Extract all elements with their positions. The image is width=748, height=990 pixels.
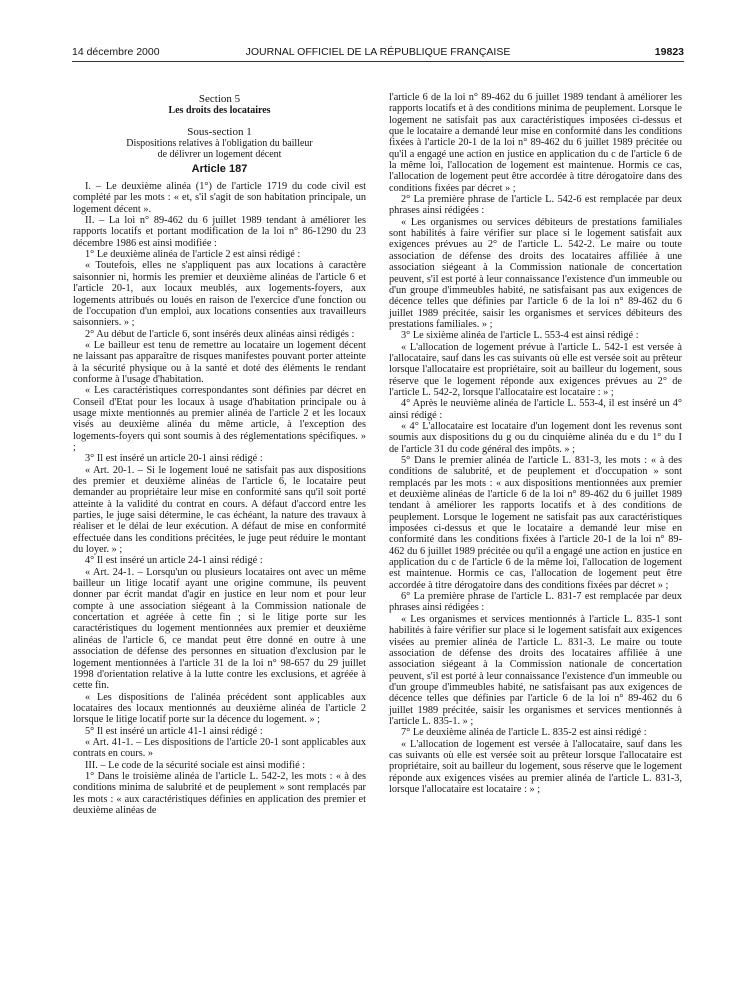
paragraph: II. – La loi n° 89-462 du 6 juillet 1989 tendant à améliorer les rapports locatifs et portant modification de la loi n° 86-1290 du 23 décembre 1986 est ainsi modifiée :: [73, 215, 366, 249]
subsection-label: Sous-section 1: [187, 125, 252, 138]
paragraph: 1° Le deuxième alinéa de l'article 2 est ainsi rédigé :: [85, 249, 301, 261]
paragraph: « Toutefois, elles ne s'appliquent pas aux locations à caractère saisonnier ni, hormis les premier et deuxième alinéas de l'article 6 et l'article 20-1, aux locaux meublés, aux logements-foyers, aux logements attribués ou loués en raison de l'exercice d'une fonction ou de l'occupation d'un emploi, aux locations consenties aux travailleurs saisonniers. » ;: [73, 260, 366, 329]
header-rule: [72, 61, 684, 62]
section-title: Les droits des locataires: [168, 105, 271, 117]
subsection-title-line-2: de délivrer un logement décent: [157, 149, 282, 161]
paragraph: « L'allocation de logement prévue à l'article L. 542-1 est versée à l'allocataire, sauf dans les cas suivants où elle est versée soit au prêteur lorsque l'allocataire est propriétaire, soit au bailleur du logement, sous réserve que le logement réponde aux exigences prévues au 2° de l'article L. 542-2, lorsque l'allocataire est locataire : » ;: [389, 341, 682, 398]
paragraph: I. – Le deuxième alinéa (1°) de l'article 1719 du code civil est complété par les mots : « et, s'il s'agit de son habitation principale, un logement décent ».: [73, 181, 366, 215]
paragraph: « Art. 20-1. – Si le logement loué ne satisfait pas aux dispositions des premier et deuxième alinéas de l'article 6, le locataire peut demander au propriétaire leur mise en conformité sans qu'il soit porté atteinte à la validité du contrat en cours. A défaut d'accord entre les parties, le juge saisi détermine, le cas échéant, la nature des travaux à réaliser et le délai de leur exécution. A défaut de mise en conformité effectuée dans les conditions précitées, le juge peut réduire le montant du loyer. » ;: [73, 464, 366, 556]
paragraph: 1° Dans le troisième alinéa de l'article L. 542-2, les mots : « à des conditions minima de salubrité et de peuplement » sont remplacés par les mots : « aux caractéristiques définies en application des premier et deuxième alinéas de: [73, 770, 366, 816]
page-number: 19823: [654, 46, 684, 58]
paragraph: « 4° L'allocataire est locataire d'un logement dont les revenus sont soumis aux dispositions du g ou du cinquième alinéa du e du 1° du I de l'article 31 du code général des impôts. » ;: [389, 420, 682, 455]
paragraph: 6° La première phrase de l'article L. 831-7 est remplacée par deux phrases ainsi rédigées :: [389, 591, 682, 614]
paragraph: « Les organismes et services mentionnés à l'article L. 835-1 sont habilités à faire vérifier sur place si le logement satisfait aux exigences visées au premier alinéa de l'article L. 831-3. Le maire ou toute association de défense des droits des locataires affiliée à une association siégeant à la Commission nationale de concertation peuvent, s'il est porté à leur connaissance l'existence d'un immeuble ou d'un groupe d'immeubles habité, ne satisfaisant pas aux exigences de décence telles que définies par l'article 6 de la loi n° 89-462 du 6 juillet 1989 précitée, saisir les organismes et services mentionnés à l'article L. 835-1. » ;: [389, 613, 682, 727]
section-label: Section 5: [198, 93, 241, 105]
paragraph: 2° La première phrase de l'article L. 542-6 est remplacée par deux phrases ainsi rédigées :: [389, 194, 682, 217]
paragraph: III. – Le code de la sécurité sociale est ainsi modifié :: [85, 759, 306, 771]
paragraph: « Les caractéristiques correspondantes sont définies par décret en Conseil d'Etat pour les locaux à usage d'habitation principale ou à usage mixte mentionnés au premier alinéa de l'article 2 et les locaux visés au deuxième alinéa du même article, à l'exception des logements-foyers qui sont soumis à des réglementations spécifiques. » ;: [73, 385, 366, 453]
paragraph: « Le bailleur est tenu de remettre au locataire un logement décent ne laissant pas apparaître de risques manifestes pouvant porter atteinte à la sécurité physique ou à la santé et doté des éléments le rendant conforme à l'usage d'habitation.: [73, 339, 366, 385]
paragraph: 5° Il est inséré un article 41-1 ainsi rédigé :: [85, 725, 263, 737]
paragraph: 3° Il est inséré un article 20-1 ainsi rédigé :: [85, 453, 263, 465]
header-date: 14 décembre 2000: [72, 46, 160, 58]
paragraph: 4° Après le neuvième alinéa de l'article L. 553-4, il est inséré un 4° ainsi rédigé :: [389, 398, 682, 421]
paragraph: « Les dispositions de l'alinéa précédent sont applicables aux locataires des locaux mentionnés au deuxième alinéa de l'article 2 lorsque le litige locatif porte sur la décence du logement. » ;: [73, 691, 366, 726]
paragraph: « L'allocation de logement est versée à l'allocataire, sauf dans les cas suivants où elle est versée soit au prêteur lorsque l'allocataire est propriétaire, soit au bailleur du logement, sous réserve que le logement réponde aux exigences visées au premier alinéa de l'article L. 831-3, lorsque l'allocataire est locataire : » ;: [389, 738, 682, 795]
left-column: [73, 93, 366, 816]
paragraph: 3° Le sixième alinéa de l'article L. 553-4 est ainsi rédigé :: [401, 330, 639, 342]
subsection-title-line-1: Dispositions relatives à l'obligation du bailleur: [126, 138, 313, 150]
paragraph: « Art. 24-1. – Lorsqu'un ou plusieurs locataires ont avec un même bailleur un litige locatif ayant une origine commune, ils peuvent donner par écrit mandat d'agir en justice en leur nom et pour leur compte à une association siégeant à la Commission nationale de concertation et agréée à cette fin ; si le litige porte sur les caractéristiques du logement mentionnées aux premier et deuxième alinéas de l'article 6, ce mandat peut être donné en outre à une association de défense des personnes en situation d'exclusion par le logement mentionnées à l'article 31 de la loi n° 98-657 du 29 juillet 1998 d'orientation relative à la lutte contre les exclusions, et agréée à cette fin.: [73, 566, 366, 692]
paragraph: 5° Dans le premier alinéa de l'article L. 831-3, les mots : « à des conditions de salubrité, et de peuplement et d'occupation » sont remplacés par les mots : « aux dispositions mentionnées aux premier et deuxième alinéas de l'article 6 de la loi n° 89-462 du 6 juillet 1989 tendant à améliorer les rapports locatifs et à des conditions de peuplement. Lorsque le logement ne satisfait pas aux caractéristiques imposées ci-dessus et que le locataire a demandé leur mise en conformité dans les conditions fixées à l'article 20-1 de la loi n° 89-462 du 6 juillet 1989 précitée ou qu'il a engagé une action en justice en application du c de l'article 6 de la même loi, l'allocation de logement est maintenue. Hormis ce cas, l'allocation de logement peut être accordée à titre dérogatoire dans des conditions fixées par décret » ;: [389, 455, 682, 591]
paragraph: 7° Le deuxième alinéa de l'article L. 835-2 est ainsi rédigé :: [401, 727, 647, 739]
paragraph: l'article 6 de la loi n° 89-462 du 6 juillet 1989 tendant à améliorer les rapports locatifs et à des conditions minima de peuplement. Lorsque le logement ne satisfait pas aux caractéristiques imposées ci-dessus et que le locataire a demandé leur mise en conformité dans les conditions fixées à l'article 20-1 de la loi n° 89-462 du 6 juillet 1989 précitée ou qu'il a engagé une action en justice en application du c de l'article 6 de la même loi, l'allocation de logement est maintenue. Hormis ce cas, l'allocation de logement peut être accordée à titre dérogatoire dans des conditions fixées par décret » ;: [389, 92, 682, 194]
paragraph: « Art. 41-1. – Les dispositions de l'article 20-1 sont applicables aux contrats en cours. »: [73, 736, 366, 760]
paragraph: « Les organismes ou services débiteurs de prestations familiales sont habilités à faire vérifier sur place si le logement satisfait aux exigences prévues au 2° de l'article L. 542-2. Le maire ou toute association de défense des droits des locataires affiliée à une association siégeant à la Commission nationale de concertation peuvent, s'il est porté à leur connaissance l'existence d'un immeuble ou d'un groupe d'immeubles habité, ne satisfaisant pas aux exigences de décence telles que définies par l'article 6 de la loi n° 89-462 du 6 juillet 1989 précitée, saisir les organismes et services débiteurs des prestations familiales. » ;: [389, 216, 682, 330]
right-column: [389, 92, 682, 795]
article-heading: Article 187: [191, 162, 248, 175]
page-header: [72, 46, 684, 60]
paragraph: 4° Il est inséré un article 24-1 ainsi rédigé :: [85, 555, 263, 567]
journal-title: JOURNAL OFFICIEL DE LA RÉPUBLIQUE FRANÇAISE: [245, 46, 511, 58]
paragraph: 2° Au début de l'article 6, sont insérés deux alinéas ainsi rédigés :: [85, 328, 355, 340]
